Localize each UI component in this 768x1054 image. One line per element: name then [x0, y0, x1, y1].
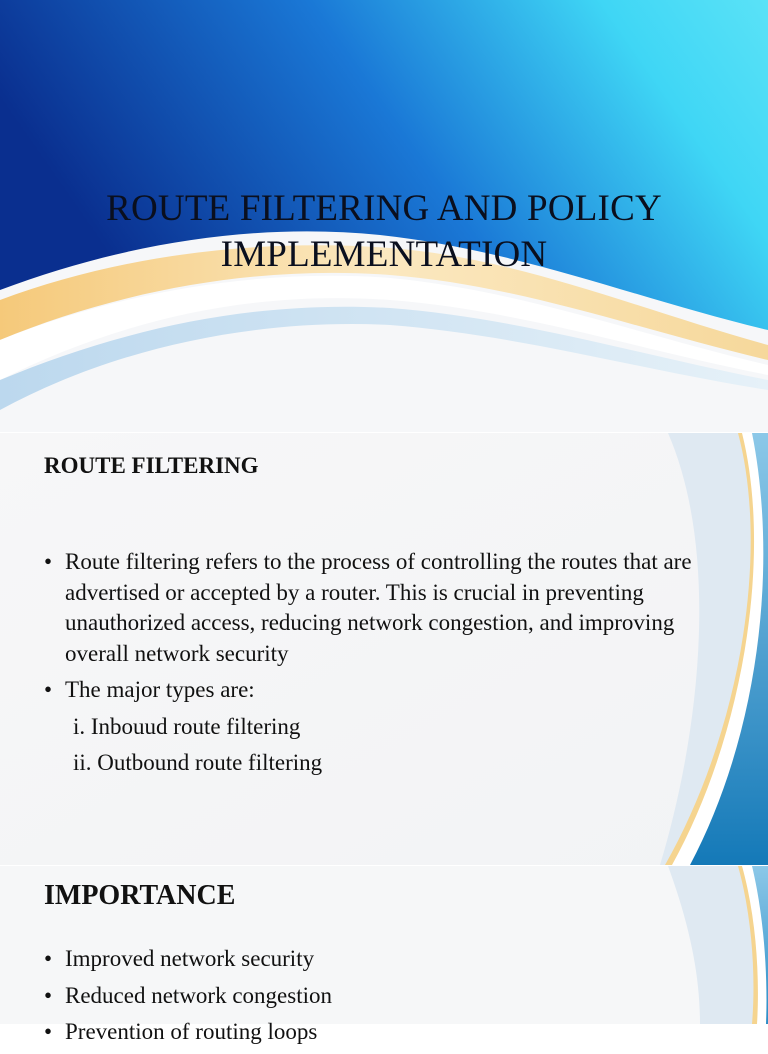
title-slide	[0, 0, 768, 432]
sub-list-item: ii. Outbound route filtering	[73, 750, 323, 775]
importance-slide	[0, 866, 768, 1044]
slide-title	[40, 186, 728, 278]
route-filtering-slide	[0, 433, 768, 865]
bullet-dot: •	[44, 982, 53, 1008]
list-item	[44, 547, 694, 669]
list-item	[44, 944, 694, 975]
sub-list-item: i. Inbouud route filtering	[73, 713, 301, 739]
bullet-dot: •	[44, 677, 53, 702]
bullet-text: Prevention of routing loops	[65, 1019, 318, 1044]
bullet-text: The major types are:	[65, 677, 255, 702]
section-heading: ROUTE FILTERING	[44, 453, 259, 478]
list-item	[44, 675, 694, 706]
bullet-text: Improved network security	[65, 946, 315, 971]
bullet-dot: •	[44, 549, 53, 574]
section-heading: IMPORTANCE	[44, 880, 236, 911]
title-line-2: IMPLEMENTATION	[220, 234, 548, 275]
bullet-dot: •	[44, 1019, 53, 1044]
bullet-list	[44, 944, 694, 1054]
list-item	[44, 981, 694, 1012]
bullet-text: Route filtering refers to the process of controlling the routes that are advertised or accepted by a router. This is crucial in preventing unauthorized access, reducing network congestion, and improving overall network security	[65, 549, 692, 666]
bullet-list	[44, 547, 694, 785]
bullet-text: Reduced network congestion	[65, 982, 332, 1008]
list-item	[44, 1017, 694, 1048]
bullet-dot: •	[44, 946, 53, 971]
title-line-1: ROUTE FILTERING AND POLICY	[106, 188, 662, 229]
